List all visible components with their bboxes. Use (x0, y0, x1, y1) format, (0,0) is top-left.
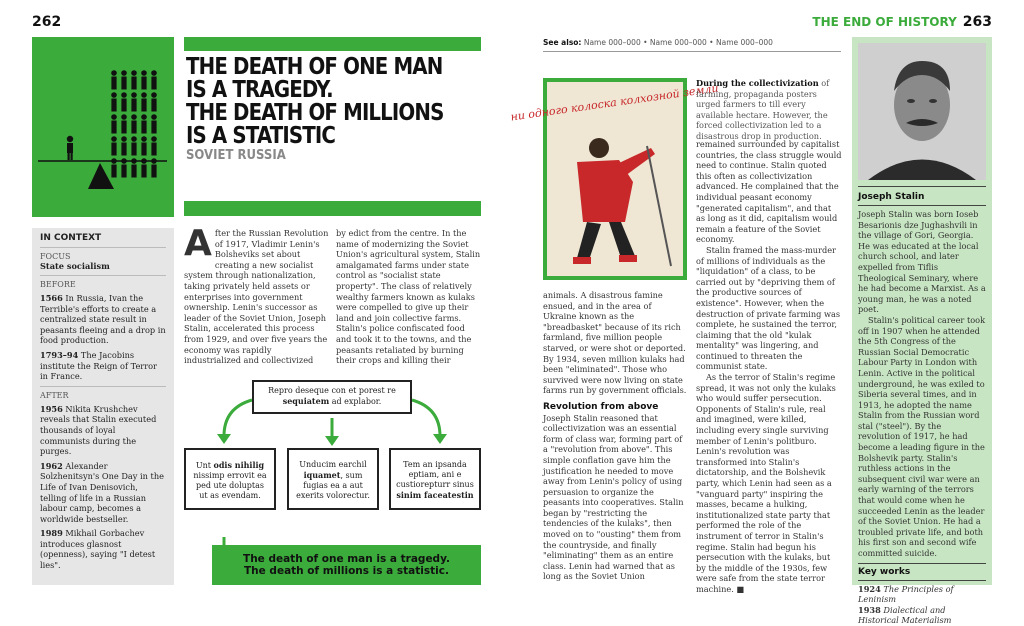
body-column-1 (184, 223, 329, 366)
biography-sidebar (852, 37, 992, 626)
person-icon (151, 114, 157, 120)
propaganda-poster-frame (509, 78, 720, 280)
person-body (111, 99, 116, 112)
body-text: Stalin framed the mass-murder of millions of individuals as the "liquidation" of a class, to be carried out by "depriving them of the productive sources of existence". However, when the destruction of private farming was complete, he sustained the terror, claiming that the old "kulak mentality" was lingering, and continued to threaten the communist state. (696, 244, 841, 372)
diagram-box-2: Unducim earchil iquamet, sum fugias ea a aut exerits volorectur. (287, 448, 379, 510)
person-body (111, 121, 116, 134)
after-label: AFTER (40, 390, 69, 400)
person-body (121, 143, 126, 156)
person-body (121, 165, 126, 178)
title-line-1: THE DEATH OF ONE MAN (186, 54, 443, 80)
bio-paragraph-1: Joseph Stalin was born Ioseb Besarionis dze Jughashvili in the village of Gori, Georgia. He was educated at the local church school, and later expelled from Tiflis Theological Seminary, where he had become a Marxist. As a young man, he was a noted poet. (858, 209, 986, 315)
after-item: 1956 Nikita Krushchev reveals that Stalin executed thousands of loyal communists during the purges. (40, 403, 157, 457)
title-line-2: IS A TRAGEDY. (186, 77, 333, 103)
person-icon (111, 136, 117, 142)
in-context-box (32, 228, 174, 585)
quote-line-2: The death of millions is a statistic. (244, 565, 449, 577)
before-label: BEFORE (40, 280, 76, 289)
title-line-3: THE DEATH OF MILLIONS (186, 100, 444, 126)
person-icon (141, 136, 147, 142)
person-body (141, 165, 146, 178)
person-icon (151, 70, 157, 76)
key-work-item: 1924 The Principles of Leninism (858, 583, 954, 605)
see-also: See also: Name 000–000 • Name 000–000 • Name 000–000 (543, 38, 773, 47)
person-icon (111, 114, 117, 120)
scales-illustration (32, 37, 174, 217)
person-icon (141, 92, 147, 98)
drop-cap: A (184, 223, 212, 264)
person-body (151, 143, 156, 156)
before-item: 1793–94 The Jacobins institute the Reign of Terror in France. (40, 349, 157, 382)
running-header (812, 14, 992, 30)
body-text: As the terror of Stalin's regime spread, it was not only the kulaks who would suffer persecution. Opponents of Stalin's rule, real and imagined, were killed, including every single surviving member of Lenin's politburo. Lenin's revolution was transformed into Stalin's dictatorship, and the Bolshevik party, which Lenin had seen as a "vanguard party" inspiring the masses, became a hulking, institutionalized state party that performed the role of the instrument of terror in Stalin's regime. Stalin had begun his persecution with the kulaks, but by the middle of the 1930s, few were safe from the state terror machine. ■ (696, 372, 836, 594)
person-body (111, 143, 116, 156)
diagram-box-3: Tem an ipsanda eptiam, ani e custiorepturr sinus sinim faceatestin (389, 448, 481, 510)
person-icon (141, 114, 147, 120)
quote-banner (212, 545, 481, 585)
bio-name: Joseph Stalin (858, 192, 925, 202)
person-body (121, 121, 126, 134)
before-item: 1566 In Russia, Ivan the Terrible's efforts to create a centralized state result in peasants fleeing and a drop in food production. (40, 293, 166, 346)
person-body (141, 99, 146, 112)
person-body (151, 121, 156, 134)
page-title (186, 56, 481, 163)
person-body (131, 121, 136, 134)
person-body (131, 77, 136, 90)
scales-icon (32, 37, 174, 217)
body-column-4 (696, 139, 842, 595)
quote-line-1: The death of one man is a tragedy. (243, 553, 450, 565)
poster-text: ни одного колоска колхозной земли (509, 81, 720, 124)
page-number-left: 262 (32, 14, 62, 30)
person-body (131, 143, 136, 156)
person-body (141, 143, 146, 156)
person-body (111, 165, 116, 178)
body-column-2: by edict from the centre. In the name of modernizing the Soviet Union's agricultural system, Stalin amalgamated farms under state control as "socialist state property". The class of relatively wealthy farmers known as kulaks were compelled to give up their land and join collective farms. Stalin's police confiscated food and took it to the towns, and the peasants retaliated by burning their crops and killing their (336, 228, 481, 366)
person-icon (111, 92, 117, 98)
body-text: remained surrounded by capitalist countries, the class struggle would need to continue. Stalin quoted this often as collectivization advanced. He complained that the individual peasant economy "generated capitalism", and that as long as it did, capitalism would remain a feature of the Soviet economy. (696, 139, 842, 245)
page-number-right: 263 (962, 14, 992, 30)
person-body (121, 77, 126, 90)
person-body (151, 77, 156, 90)
stalin-portrait (858, 43, 986, 180)
person-icon (131, 114, 137, 120)
divider (543, 51, 841, 52)
person-icon (121, 136, 127, 142)
person-icon (141, 70, 147, 76)
person-icon (131, 70, 137, 76)
person-icon (151, 136, 157, 142)
person-body (151, 165, 156, 178)
title-band-bottom (184, 201, 481, 216)
person-icon (121, 70, 127, 76)
in-context-heading: IN CONTEXT (40, 233, 102, 243)
person-icon (151, 92, 157, 98)
bio-paragraph-2: Stalin's political career took off in 1907 when he attended the 5th Congress of the Russian Social Democratic Labour Party in London with Lenin. Active in the political underground, he was exiled to Siberia several times, and in 1913, he adopted the name Stalin from the Russian word stal ("steel"). By the revolution of 1917, he had become a leading figure in the Bolshevik party. Stalin's ruthless actions in the subsequent civil war were an early warning of the terrors that would come when he succeeded Lenin as the leader of the Soviet Union. He had a troubled private life, and both his first son and second wife committed suicide. (858, 314, 986, 558)
diagram-top-box: Repro deseque con et porest re sequiatem ad explabor. (252, 380, 412, 414)
person-body (151, 99, 156, 112)
portrait-image (858, 43, 986, 180)
quote-arrow-icon (184, 545, 210, 585)
person-icon (131, 136, 137, 142)
propaganda-poster-image (509, 81, 720, 276)
person-body (131, 99, 136, 112)
after-item: 1962 Alexander Solzhenitsyn's One Day in the Life of Ivan Denisovich, telling of life in a Russian labour camp, becomes a worldwide bestseller. (40, 460, 164, 524)
person-icon (121, 92, 127, 98)
person-body (131, 165, 136, 178)
body-text: Joseph Stalin reasoned that collectivization was an essential form of class war, forming part of a "revolution from above". This simple conflation gave him the justification he needed to move away from Lenin's policy of using persuasion to organize the peasants into cooperatives. Stalin began by "restricting the tendencies of the kulaks", then moved on to "ousting" them from the countryside, and finally "eliminating" them as an entire class. Lenin had warned that as long as the Soviet Union (543, 412, 684, 582)
key-works-heading: Key works (858, 566, 911, 577)
person-icon (121, 114, 127, 120)
poster-caption: During the collectivization of farming, propaganda posters urged farmers to till every available hectare. However, the forced collectivization led to a disastrous drop in production. (696, 78, 830, 141)
key-work-item: 1938 Dialectical and Historical Materialism (858, 604, 952, 626)
section-title: THE END OF HISTORY (812, 15, 957, 29)
body-text: animals. A disastrous famine ensued, and in the area of Ukraine known as the "breadbasket" because of its rich farmland, five million people starved, or were shot or deported. By 1934, seven million kulaks had been "eliminated". Those who survived were now living on state farms run by government officials. (543, 290, 687, 396)
person-body (141, 77, 146, 90)
title-line-4: IS A STATISTIC (186, 123, 336, 149)
section-heading: Revolution from above (543, 401, 659, 412)
person-icon (131, 92, 137, 98)
person-body (121, 99, 126, 112)
person-body (141, 121, 146, 134)
title-band-top (184, 37, 481, 51)
page-subtitle: SOVIET RUSSIA (186, 148, 286, 163)
diagram (184, 368, 481, 538)
focus-label: FOCUS (40, 252, 71, 261)
after-item: 1989 Mikhail Gorbachev introduces glasnost (openness), saying "I detest lies". (40, 528, 156, 571)
body-column-3 (543, 290, 687, 582)
diagram-box-1: Unt odis nihilig nissimp errovit ea ped ute doluptas ut as evendam. (184, 448, 276, 510)
person-body (111, 77, 116, 90)
focus-value: State socialism (40, 261, 110, 271)
body-text: fter the Russian Revolution of 1917, Vladimir Lenin's Bolsheviks set about creating a new socialist system through nationalization, taking privately held assets or enterprises into government ownership. Lenin's successor as leader of the Soviet Union, Joseph Stalin, accelerated this process from 1929, and over five years the economy was rapidly industrialized and collectivized (184, 228, 329, 366)
person-icon (111, 70, 117, 76)
